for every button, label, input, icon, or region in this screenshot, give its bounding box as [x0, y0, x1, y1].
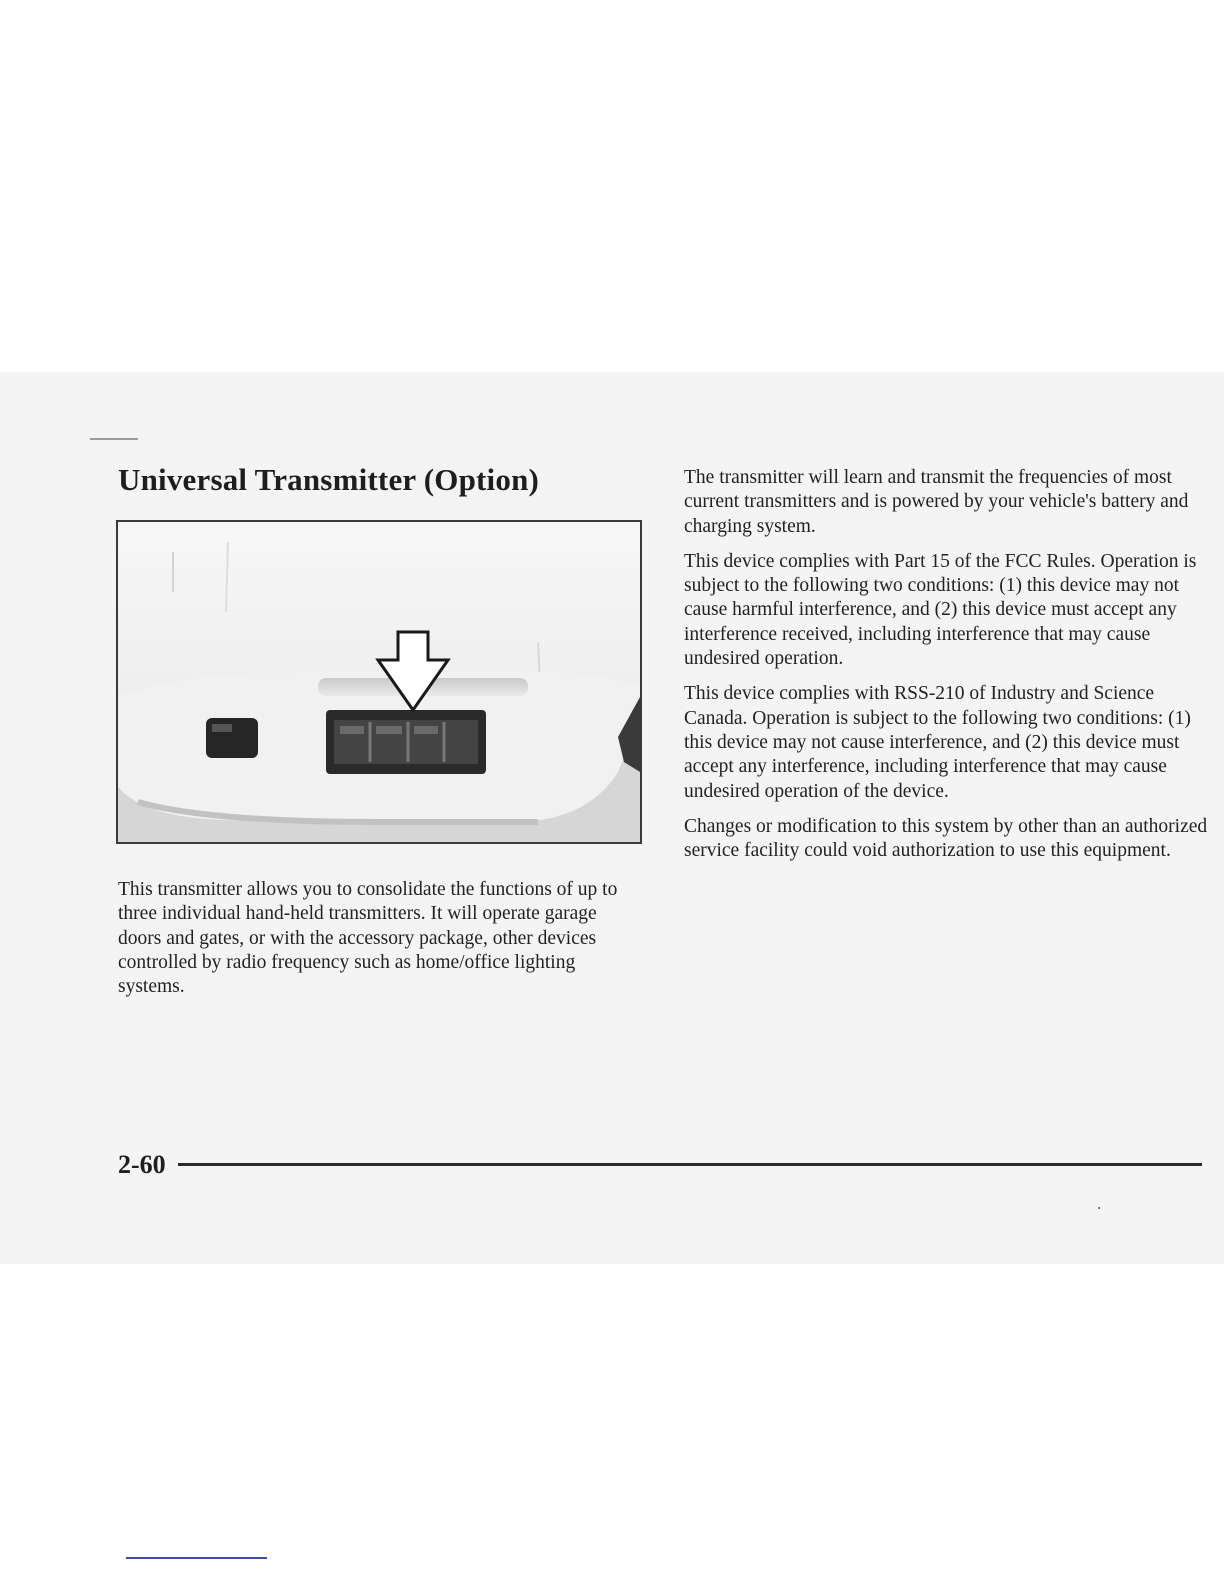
console-illustration — [118, 522, 640, 842]
intro-paragraph: This transmitter allows you to consolidate the functions of up to three individual hand-held transmitters. It will operate garage doors and gates, or with the accessory package, other devices controlled by radio frequency such as home/office lighting systems. — [118, 879, 618, 998]
right-column — [684, 466, 1208, 874]
footer-rule — [178, 1163, 1202, 1166]
paragraph-modification-warning: Changes or modification to this system by other than an authorized service facility could void authorization to use this equipment. — [684, 815, 1208, 862]
paragraph-fcc-compliance: This device complies with Part 15 of the FCC Rules. Operation is subject to the following two conditions: (1) this device may not cause harmful interference, and (2) this device must accept any interference received, including interference that may cause undesired operation. — [684, 550, 1197, 670]
page-number: 2-60 — [118, 1150, 166, 1179]
scan-speck — [1098, 1207, 1100, 1209]
transmitter-photo — [116, 520, 642, 844]
section-title: Universal Transmitter (Option) — [118, 462, 540, 497]
bottom-underline — [126, 1557, 267, 1559]
paragraph-frequencies: The transmitter will learn and transmit the frequencies of most current transmitters and is powered by your vehicle's battery and charging system. — [684, 467, 1189, 537]
header-rule — [90, 438, 138, 440]
paragraph-canada-compliance: This device complies with RSS-210 of Industry and Science Canada. Operation is subject to the following two conditions: (1) this device may not cause interference, and (2) this device must accept any interference, including interference that may cause undesired operation of the device. — [684, 683, 1191, 802]
